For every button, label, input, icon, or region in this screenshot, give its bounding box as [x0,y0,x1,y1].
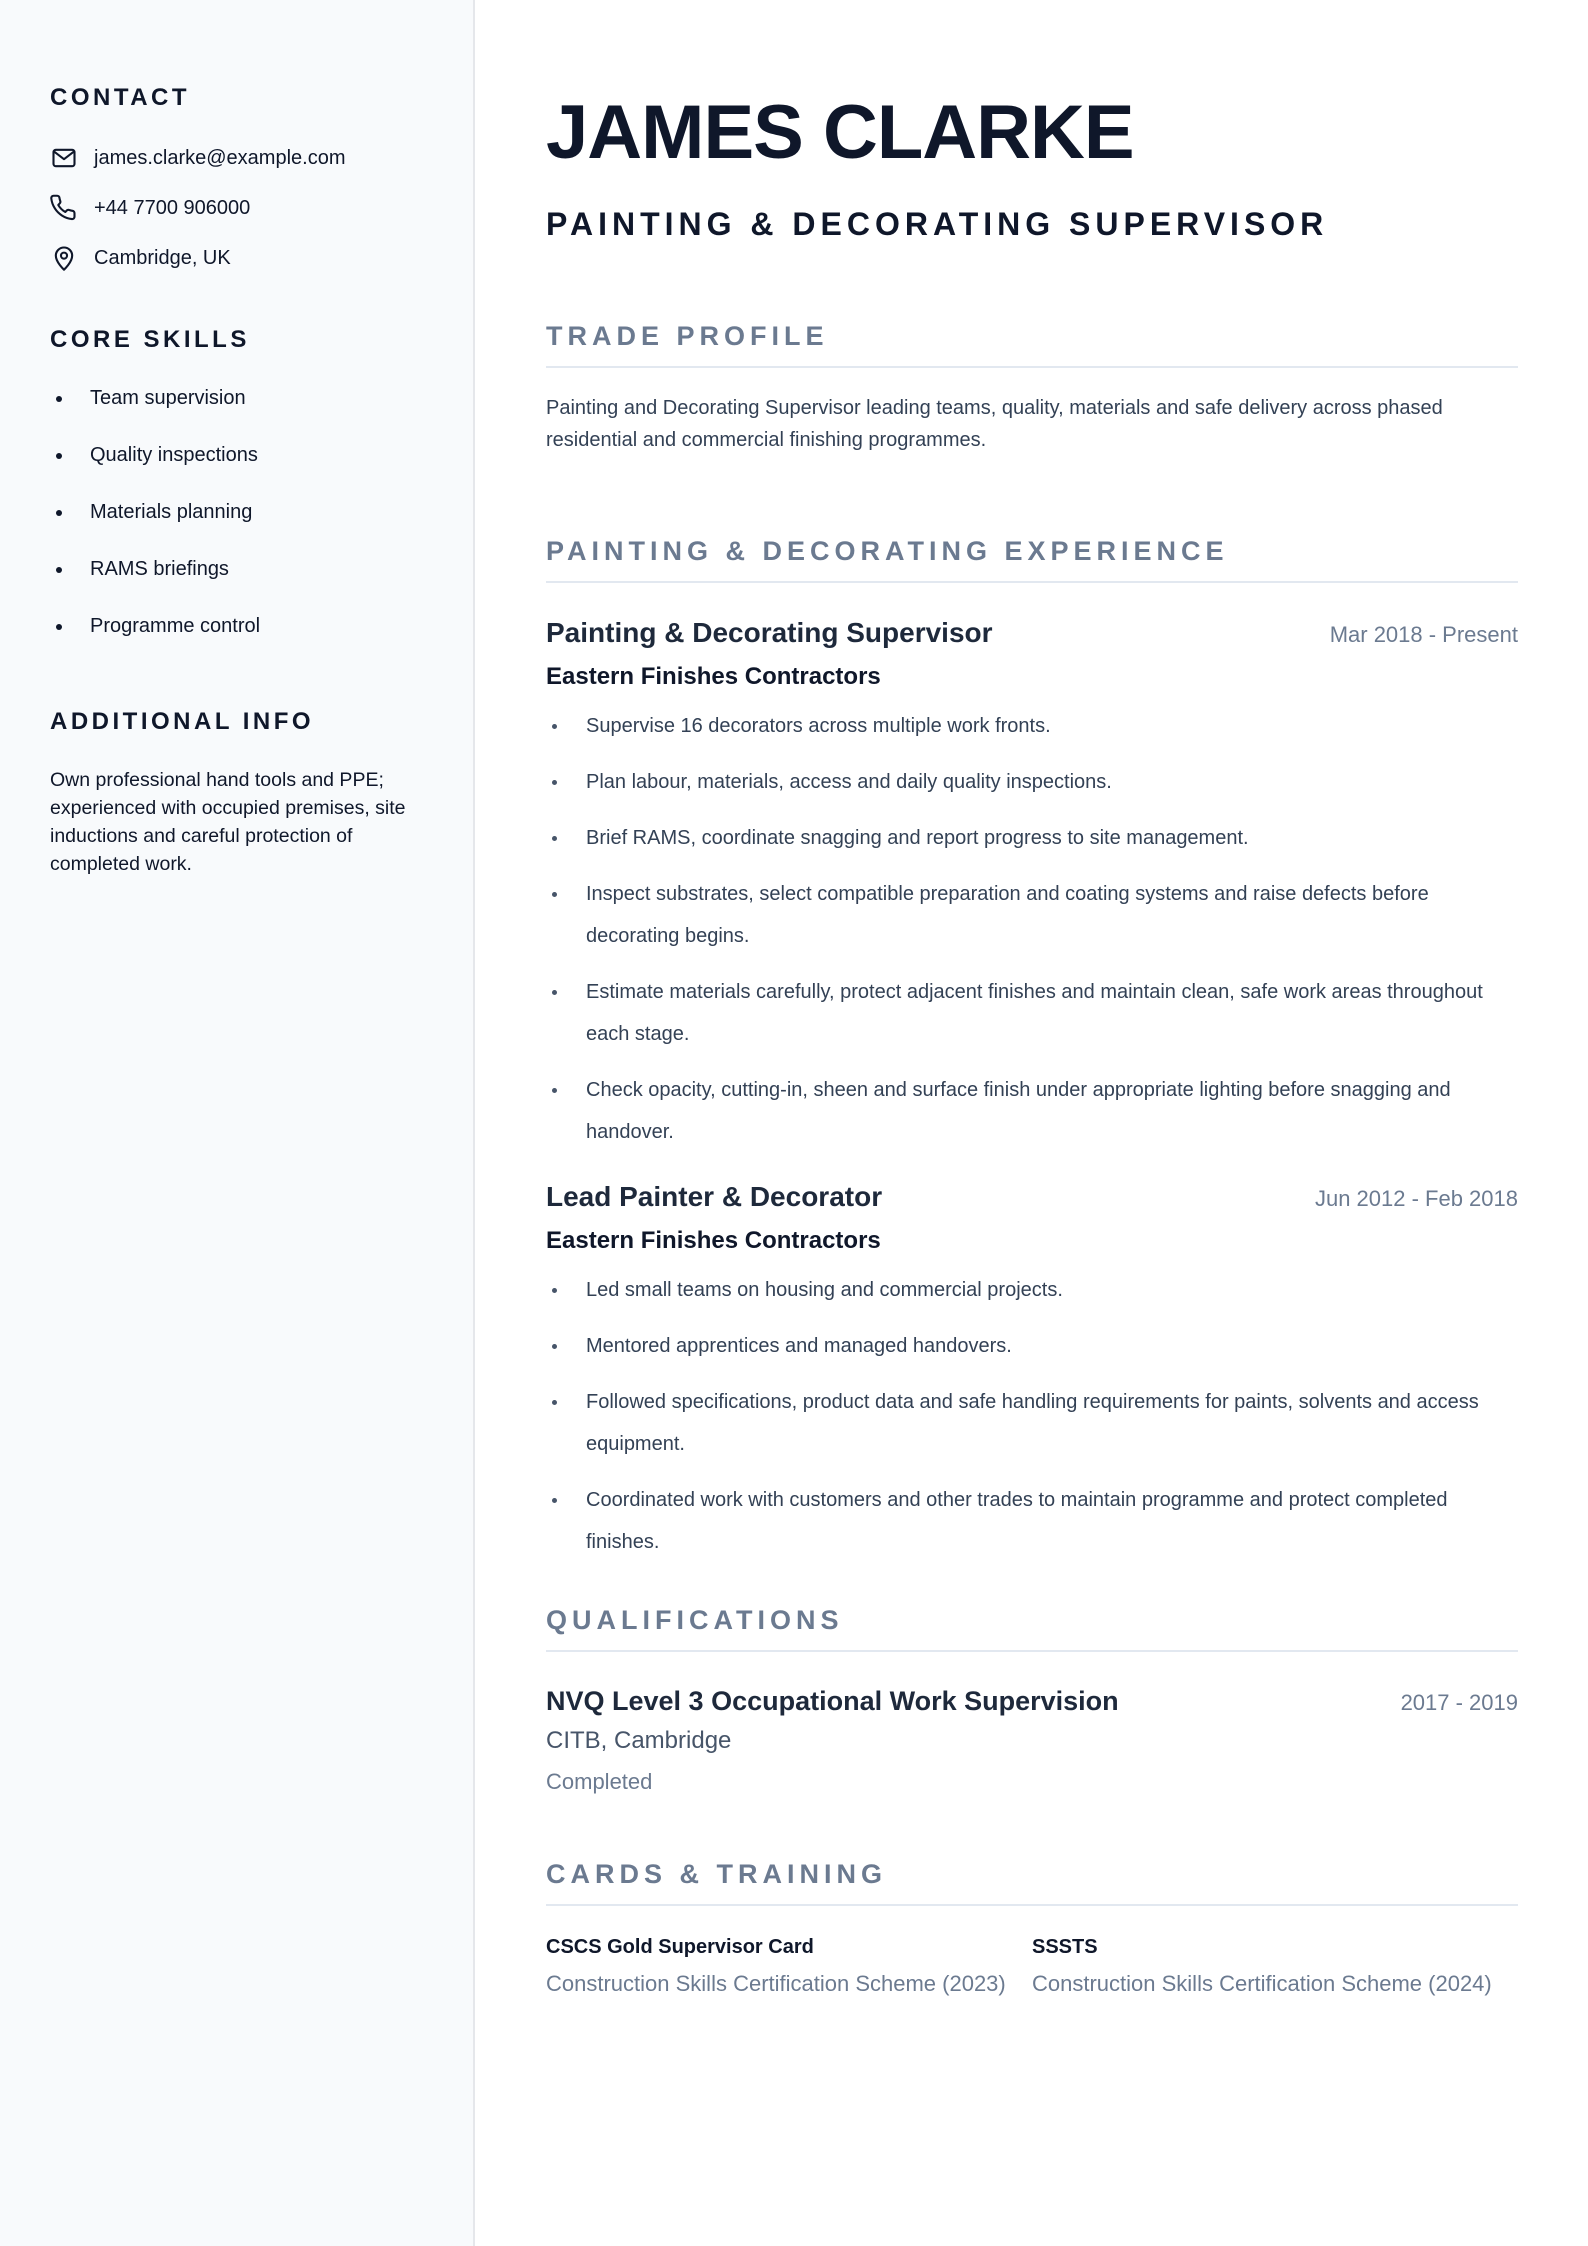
section-heading: PAINTING & DECORATING EXPERIENCE [546,536,1518,583]
section-heading: TRADE PROFILE [546,321,1518,368]
card-title: CSCS Gold Supervisor Card [546,1936,814,1958]
job-dates: Jun 2012 - Feb 2018 [1314,1186,1518,1211]
skill-item: Materials planning [50,498,423,555]
profile-text: Painting and Decorating Supervisor leading teams, quality, materials and safe delivery across phased residential and commercial finishing programmes. [546,397,1443,451]
job-entry [546,617,1518,1153]
contact-email [50,144,423,172]
bullet-item: Plan labour, materials, access and daily quality inspections. [546,761,1518,803]
bullet-item: Followed specifications, product data and safe handling requirements for paints, solvents and access equipment. [546,1381,1518,1465]
section-heading: QUALIFICATIONS [546,1605,1518,1652]
bullet-item: Brief RAMS, coordinate snagging and report progress to site management. [546,817,1518,859]
contact-phone-text[interactable]: +44 7700 906000 [94,196,251,219]
contact-phone [50,194,423,222]
mail-icon [50,144,78,172]
card-item [546,1936,1032,1997]
skill-item: Programme control [50,612,423,669]
cards-list [546,1936,1518,1997]
bullet-item: Inspect substrates, select compatible preparation and coating systems and raise defects before decorating begins. [546,873,1518,957]
bullet-item: Check opacity, cutting-in, sheen and surface finish under appropriate lighting before snagging and handover. [546,1069,1518,1153]
qualification-dates: 2017 - 2019 [1400,1690,1518,1715]
bullet-item: Coordinated work with customers and other trades to maintain programme and protect completed finishes. [546,1479,1518,1563]
skill-item: Quality inspections [50,441,423,498]
job-title: Lead Painter & Decorator [546,1181,883,1212]
main-content [475,0,1588,2246]
card-detail: Construction Skills Certification Scheme (2024) [1032,1971,1492,1996]
bullet-item: Supervise 16 decorators across multiple work fronts. [546,705,1518,747]
qualification-header [546,1686,1518,1717]
job-company: Eastern Finishes Contractors [546,663,881,690]
contact-location [50,244,423,272]
additional-info-heading: ADDITIONAL INFO [50,708,315,735]
trade-profile-section [546,321,1518,456]
job-header [546,1181,1518,1213]
bullet-item: Mentored apprentices and managed handovers. [546,1325,1518,1367]
skill-item: RAMS briefings [50,555,423,612]
section-heading: CARDS & TRAINING [546,1859,1518,1906]
job-entry [546,1181,1518,1563]
card-detail: Construction Skills Certification Scheme (2023) [546,1971,1006,1996]
card-title: SSSTS [1032,1936,1098,1958]
location-pin-icon [50,244,78,272]
bullet-item: Led small teams on housing and commercial projects. [546,1269,1518,1311]
job-bullets [546,705,1518,1153]
contact-email-text[interactable]: james.clarke@example.com [94,146,346,169]
contact-location-text: Cambridge, UK [94,246,231,269]
skill-item: Team supervision [50,384,423,441]
qualification-status: Completed [546,1769,653,1794]
job-dates: Mar 2018 - Present [1329,622,1518,647]
contact-list [50,144,423,272]
additional-info-text: Own professional hand tools and PPE; experienced with occupied premises, site inductions and careful protection of completed work. [50,769,406,875]
job-title: Painting & Decorating Supervisor [546,617,993,648]
core-skills-heading: CORE SKILLS [50,326,250,353]
job-bullets [546,1269,1518,1563]
cards-training-section [546,1859,1518,1997]
sidebar [0,0,475,2246]
bullet-item: Estimate materials carefully, protect adjacent finishes and maintain clean, safe work areas throughout each stage. [546,971,1518,1055]
phone-icon [50,194,78,222]
qualification-entry [546,1686,1518,1795]
qualification-title: NVQ Level 3 Occupational Work Supervision [546,1686,1119,1716]
qualification-institution: CITB, Cambridge [546,1727,732,1754]
experience-section [546,536,1518,1563]
qualifications-section [546,1605,1518,1795]
job-company: Eastern Finishes Contractors [546,1227,881,1254]
contact-heading: CONTACT [50,84,191,111]
candidate-title: PAINTING & DECORATING SUPERVISOR [546,206,1329,242]
card-item [1032,1936,1518,1997]
candidate-name: JAMES CLARKE [546,90,1134,175]
job-header [546,617,1518,649]
core-skills-list [50,384,423,669]
